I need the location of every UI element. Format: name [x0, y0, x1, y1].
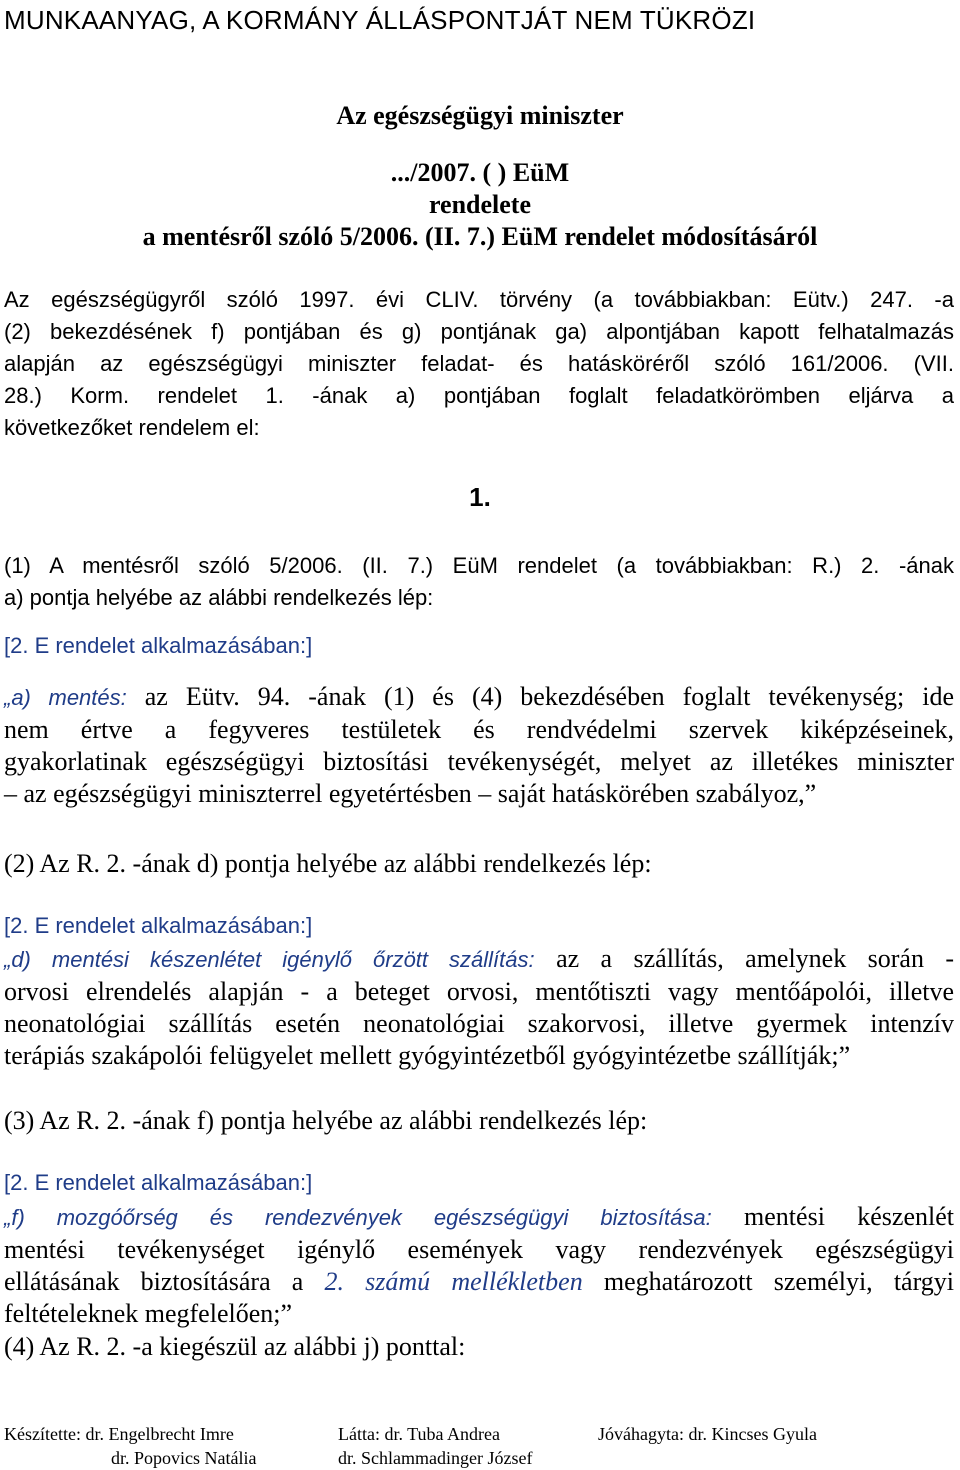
preamble-line: (2) bekezdésének f) pontjában és g) pontjának ga) alpontjában kapott felhatalmazás	[4, 319, 954, 344]
footer-prepared	[4, 1422, 256, 1470]
definition-text: az Eütv. 94. -ának (1) és (4) bekezdésében foglalt tevékenység; ide	[144, 682, 954, 711]
paragraph-1-context: [2. E rendelet alkalmazásában:]	[4, 633, 313, 658]
definition-line: neonatológiai szállítás esetén neonatológiai szakorvosi, illetve gyermek intenzív	[4, 1009, 954, 1038]
draft-notice: MUNKAANYAG, A KORMÁNY ÁLLÁSPONTJÁT NEM TÜKRÖZI	[4, 5, 756, 35]
decree-subject: a mentésről szóló 5/2006. (II. 7.) EüM rendelet módosításáról	[142, 222, 818, 251]
footer-prepared-line1: Készítette: dr. Engelbrecht Imre	[4, 1424, 234, 1444]
preamble-line: 28.) Korm. rendelet 1. -ának a) pontjában foglalt feladatkörömben eljárva a	[4, 383, 954, 408]
section-number: 1.	[469, 482, 491, 512]
annex-reference: 2. számú mellékletben	[324, 1267, 583, 1296]
preamble-line: Az egészségügyről szóló 1997. évi CLIV. törvény (a továbbiakban: Eütv.) 247. -a	[4, 287, 954, 312]
decree-type: rendelete	[428, 190, 532, 219]
preamble-line: alapján az egészségügyi miniszter feladat- és hatásköréről szóló 161/2006. (VII.	[4, 351, 954, 376]
definition-text: az a szállítás, amelynek során -	[556, 944, 955, 973]
footer-approved-line1: Jóváhagyta: dr. Kincses Gyula	[598, 1424, 817, 1444]
definition-text: ellátásának biztosítására a	[4, 1267, 304, 1296]
definition-line: nem értve a fegyveres testületek és rendvédelmi szervek kiképzéseinek,	[4, 715, 954, 744]
paragraph-1-definition	[4, 681, 954, 810]
paragraph-line: a) pontja helyébe az alábbi rendelkezés lép:	[4, 585, 434, 610]
paragraph-1-intro	[4, 550, 954, 614]
definition-line: terápiás szakápolói felügyelet mellett gyógyintézetből gyógyintézetbe szállítják;”	[4, 1041, 851, 1070]
footer-prepared-line2: dr. Popovics Natália	[111, 1448, 257, 1468]
definition-term: „d) mentési készenlétet igénylő őrzött szállítás:	[4, 947, 535, 972]
footer-seen-line1: Látta: dr. Tuba Andrea	[338, 1424, 500, 1444]
footer-seen	[338, 1422, 532, 1470]
footer-seen-line2: dr. Schlammadinger József	[338, 1448, 533, 1468]
preamble-line: következőket rendelem el:	[4, 415, 260, 440]
definition-line: orvosi elrendelés alapján - a beteget orvosi, mentőtiszti vagy mentőápolói, illetve	[4, 977, 954, 1006]
paragraph-2-definition	[4, 943, 954, 1072]
paragraph-3-context: [2. E rendelet alkalmazásában:]	[4, 1170, 313, 1195]
definition-line: mentési tevékenységet igénylő események vagy rendezvények egészségügyi	[4, 1235, 954, 1264]
definition-line: gyakorlatinak egészségügyi biztosítási tevékenységét, melyet az illetékes miniszter	[4, 747, 954, 776]
paragraph-2-intro: (2) Az R. 2. -ának d) pontja helyébe az alábbi rendelkezés lép:	[4, 849, 652, 878]
definition-term: „a) mentés:	[4, 685, 127, 710]
definition-text: meghatározott személyi, tárgyi	[603, 1267, 955, 1296]
issuer-title: Az egészségügyi miniszter	[336, 101, 624, 130]
paragraph-3-definition	[4, 1201, 954, 1330]
paragraph-4-intro: (4) Az R. 2. -a kiegészül az alábbi j) ponttal:	[4, 1332, 466, 1361]
paragraph-line: (1) A mentésről szóló 5/2006. (II. 7.) EüM rendelet (a továbbiakban: R.) 2. -ának	[4, 553, 954, 578]
preamble	[4, 284, 954, 444]
definition-line: feltételeknek megfelelően;”	[4, 1299, 293, 1328]
decree-number: .../2007. ( ) EüM	[390, 158, 570, 187]
definition-term: „f) mozgóőrség és rendezvények egészségügyi biztosítása:	[4, 1205, 712, 1230]
footer-approved	[598, 1422, 817, 1446]
decree-title-block	[0, 157, 960, 253]
paragraph-2-context: [2. E rendelet alkalmazásában:]	[4, 913, 313, 938]
paragraph-3-intro: (3) Az R. 2. -ának f) pontja helyébe az alábbi rendelkezés lép:	[4, 1106, 648, 1135]
definition-line: – az egészségügyi miniszterrel egyetértésben – saját hatáskörében szabályoz,”	[4, 779, 817, 808]
definition-text: mentési készenlét	[744, 1202, 954, 1231]
